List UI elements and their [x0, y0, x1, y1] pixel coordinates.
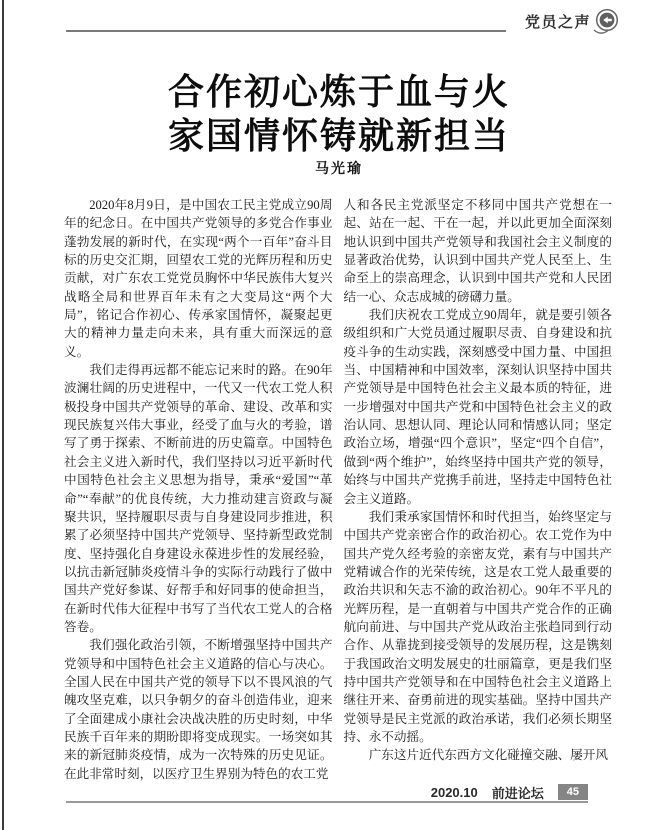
article-paragraph: 我们秉承家国情怀和时代担当，始终坚定与中国共产党亲密合作的政治初心。农工党作为中国共产党久经考验的亲密友党，素有与中国共产党精诚合作的光荣传统，这是农工党人最重要的政治共识和矢志不渝的政治初心。90年不平凡的光辉历程，是一直朝着与中国共产党合作的正确航向前进、与中国共产党从政治主张趋同到行动合作、从靠拢到接受领导的发展历程，这是镌刻于我国政治文明发展史的壮丽篇章，更是我们坚持中国共产党领导和在中国特色社会主义道路上继往开来、奋勇前进的现实基础。坚持中国共产党领导是民主党派的政治承诺，我们必须长期坚持、永不动摇。	[343, 509, 612, 744]
article-title-line2: 家国情怀铸就新担当	[167, 115, 510, 156]
section-header-label: 党员之声	[525, 14, 592, 31]
article-column-left	[64, 196, 333, 781]
footer-journal-name: 前进论坛	[491, 785, 544, 801]
article-paragraph: 人和各民主党派坚定不移同中国共产党想在一起、站在一起、干在一起，并以此更加全面深刻地认识到中国共产党领导和我国社会主义制度的显著政治优势，认识到中国共产党人民至上、生命至上的崇高理念，认识到中国共产党和人民团结一心、众志成城的磅礴力量。	[343, 198, 612, 304]
article-paragraph: 我们强化政治引领，不断增强坚持中国共产党领导和中国特色社会主义道路的信心与决心。全国人民在中国共产党的领导下以不畏风浪的气魄攻坚克难，以只争朝夕的奋斗创造伟业，迎来了全面建成小康社会决战决胜的历史时刻，中华民族千百年来的期盼即将变成现实。一场突如其来的新冠肺炎疫情，成为一次特殊的历史见证。在此非常时刻，以医疗卫生界别为特色的农工党	[64, 638, 333, 781]
footer-page-number: 45	[558, 784, 588, 800]
footer	[431, 784, 588, 800]
article-paragraph: 2020年8月9日，是中国农工民主党成立90周年的纪念日。在中国共产党领导的多党合作事业蓬勃发展的新时代，在实现“两个一百年”奋斗目标的历史交汇期，回望农工党的光辉历程和历史贡献，对广东农工党党员胸怀中华民族伟大复兴战略全局和世界百年未有之大变局这“两个大局”，铭记合作初心、传承家国情怀，凝聚起更大的精神力量走向未来，具有重大而深远的意义。	[64, 198, 333, 359]
header-rule	[66, 30, 506, 32]
article-column-right	[344, 196, 613, 771]
article-paragraph: 广东这片近代东西方文化碰撞交融、屡开风	[368, 748, 608, 763]
back-arrow-circle-icon	[593, 7, 621, 39]
article-paragraph: 我们走得再远都不能忘记来时的路。在90年波澜壮阔的历史进程中，一代又一代农工党人积极投身中国共产党领导的革命、建设、改革和实现民族复兴伟大事业，经受了血与火的考验，谱写了勇于探索、不断前进的历史篇章。中国特色社会主义进入新时代，我们坚持以习近平新时代中国特色社会主义思想为指导，秉承“爱国”“革命”“奉献”的优良传统，大力推动建言资政与凝聚共识，坚持履职尽责与自身建设同步推进，积累了必须坚持中国共产党领导、坚持新型政党制度、坚持强化自身建设永葆进步性的发展经验，以抗击新冠肺炎疫情斗争的实际行动践行了做中国共产党好参谋、好帮手和好同事的使命担当，在新时代伟大征程中书写了当代农工党人的合格答卷。	[64, 363, 333, 634]
footer-issue: 2020.10	[430, 784, 478, 800]
article-title	[66, 70, 612, 158]
article-author: 马光瑜	[315, 160, 363, 176]
page-scan-edge	[2, 0, 4, 830]
article-title-line1: 合作初心炼于血与火	[167, 71, 510, 112]
article-body	[64, 196, 612, 781]
article-paragraph: 我们庆祝农工党成立90周年，就是要引领各级组织和广大党员通过履职尽责、自身建设和抗疫斗争的生动实践，深刻感受中国力量、中国担当、中国精神和中国效率，深刻认识坚持中国共产党领导是中国特色社会主义最本质的特征，进一步增强对中国共产党和中国特色社会主义的政治认同、思想认同、理论认同和情感认同；坚定政治立场，增强“四个意识”，坚定“四个自信”，做到“两个维护”，始终坚持中国共产党的领导，始终与中国共产党携手前进，坚持走中国特色社会主义道路。	[343, 308, 612, 506]
